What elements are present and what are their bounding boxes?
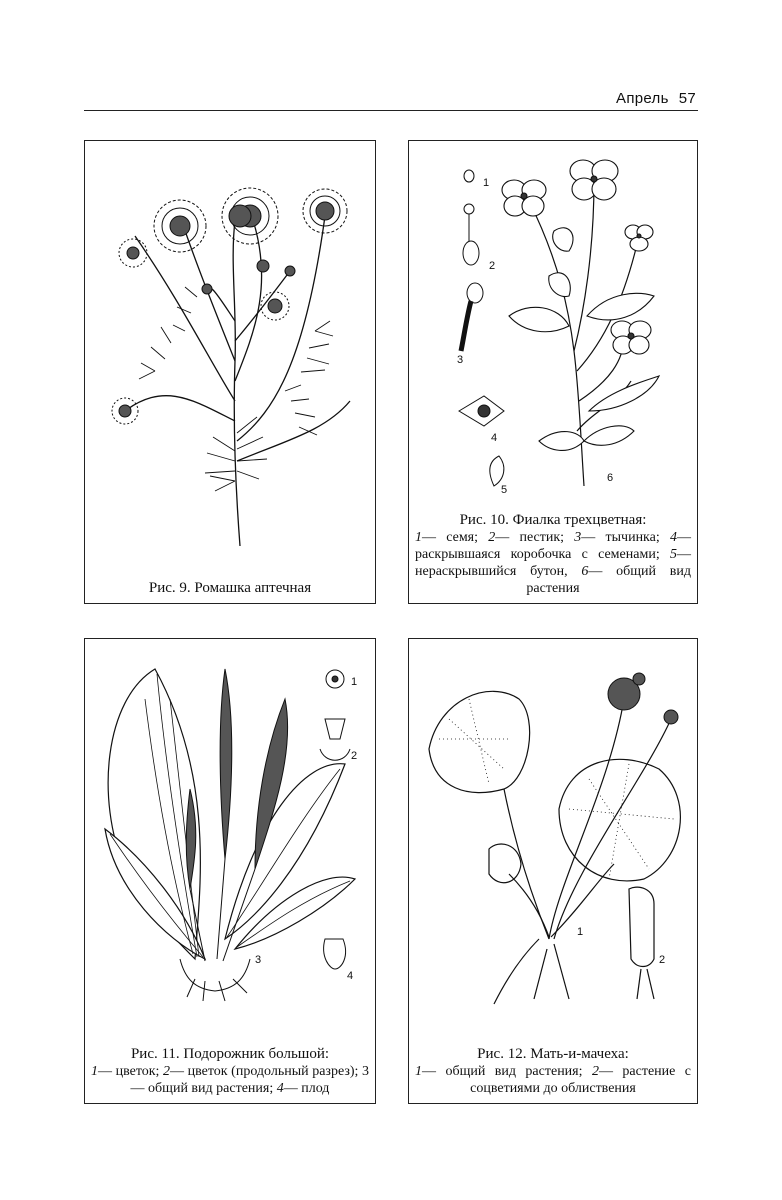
plantain-illustration bbox=[85, 639, 375, 1019]
running-header bbox=[616, 90, 696, 107]
legend-text: — растение с соцветиями до облиствения bbox=[470, 1064, 692, 1096]
part-label: 1 bbox=[483, 177, 490, 189]
legend-num: 1 bbox=[415, 1064, 422, 1079]
figure-title: Рис. 9. Ромашка аптечная bbox=[148, 580, 312, 596]
part-label: 1 bbox=[351, 676, 358, 688]
figure-title: Рис. 11. Подорожник большой: bbox=[130, 1046, 330, 1062]
legend-text: — семя; bbox=[422, 530, 489, 545]
part-label: 2 bbox=[659, 954, 666, 966]
part-label: 6 bbox=[607, 472, 614, 484]
part-label: 1 bbox=[577, 926, 584, 938]
legend-text: — общий вид растения; bbox=[422, 1064, 592, 1079]
part-label: 3 bbox=[255, 954, 262, 966]
figure-pansy bbox=[408, 140, 698, 604]
part-label: 5 bbox=[501, 484, 508, 496]
legend-text: — раскрывшаяся коробочка с семенами; bbox=[415, 530, 691, 562]
coltsfoot-illustration bbox=[409, 639, 697, 1029]
legend-num: 1 bbox=[415, 530, 422, 545]
legend-num: 2 bbox=[163, 1064, 171, 1079]
header-rule bbox=[84, 110, 698, 111]
part-label: 2 bbox=[489, 260, 496, 272]
legend-num: 1 bbox=[91, 1064, 98, 1079]
figure-coltsfoot bbox=[408, 638, 698, 1104]
legend-num: 5 bbox=[670, 547, 677, 562]
legend-num: 4 bbox=[669, 530, 677, 545]
legend-text: — пестик; bbox=[495, 530, 575, 545]
figure-plantain bbox=[84, 638, 376, 1104]
legend-num: 2 bbox=[488, 530, 496, 545]
figure-chamomile bbox=[84, 140, 376, 604]
legend-num: 3 bbox=[574, 530, 582, 545]
legend-text: — плод bbox=[283, 1081, 330, 1096]
figure-title: Рис. 12. Мать-и-мачеха: bbox=[477, 1046, 629, 1062]
part-label: 2 bbox=[351, 750, 358, 762]
legend-text: — цветок; bbox=[98, 1064, 164, 1079]
part-label: 3 bbox=[457, 354, 464, 366]
page-number: 57 bbox=[678, 90, 696, 107]
figure-caption bbox=[91, 580, 369, 597]
figure-legend bbox=[91, 1063, 369, 1097]
legend-text: 3 — общий вид растения; bbox=[130, 1064, 369, 1096]
legend-text: — цветок (продольный разрез); bbox=[170, 1064, 362, 1079]
figure-caption bbox=[415, 512, 691, 597]
part-label: 4 bbox=[347, 970, 354, 982]
figure-legend bbox=[415, 1063, 691, 1097]
legend-text: — нераскрывшийся бутон, bbox=[415, 547, 691, 579]
legend-text: — тычинка; bbox=[581, 530, 670, 545]
legend-text: — общий вид растения bbox=[526, 564, 691, 596]
part-label: 4 bbox=[491, 432, 498, 444]
legend-num: 4 bbox=[276, 1081, 284, 1096]
figure-caption bbox=[415, 1046, 691, 1097]
chapter-title: Апрель bbox=[616, 90, 669, 107]
figure-caption bbox=[91, 1046, 369, 1097]
legend-num: 2 bbox=[591, 1064, 599, 1079]
figure-title: Рис. 10. Фиалка трехцветная: bbox=[459, 512, 647, 528]
pansy-illustration bbox=[409, 141, 697, 501]
legend-num: 6 bbox=[581, 564, 589, 579]
figure-legend bbox=[415, 529, 691, 597]
chamomile-illustration bbox=[85, 141, 375, 561]
